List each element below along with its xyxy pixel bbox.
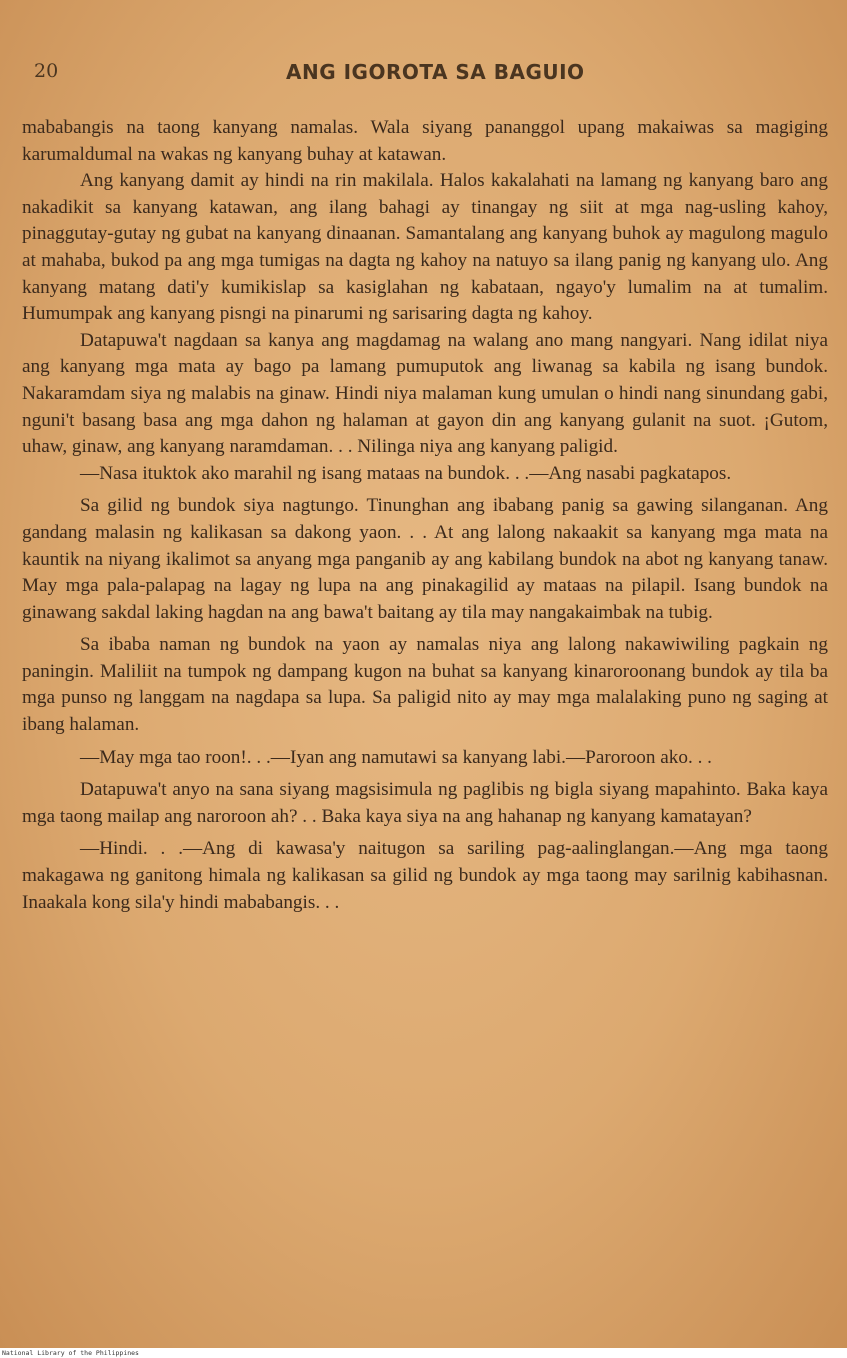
- page-header: [0, 60, 847, 92]
- body-text: [22, 115, 828, 916]
- paragraph: —Nasa ituktok ako marahil ng isang mataas na bundok. . .—Ang nasabi pagkatapos.: [80, 462, 732, 484]
- paragraph: mababangis na taong kanyang namalas. Wala siyang pananggol upang makaiwas sa magiging karumaldumal na wakas ng kanyang buhay at katawan.: [22, 117, 828, 165]
- paragraph: —Hindi. . .—Ang di kawasa'y naitugon sa sariling pag-aalinglangan.—Ang mga taong makagawa ng ganitong himala ng kalikasan sa gilid ng bundok ay mga taong may sarilnig kabihasnan. Inaakala kong sila'y hindi mababangis. . .: [22, 838, 828, 913]
- paragraph: Sa gilid ng bundok siya nagtungo. Tinunghan ang ibabang panig sa gawing silanganan. Ang gandang malasin ng kalikasan sa dakong yaon. . . At ang lalong nakaakit sa kanyang mga mata na kauntik na niyang ikalimot sa anyang mga panganib ay ang kabilang bundok na abot ng kanyang tanaw. May mga pala-palapag na lagay ng lupa na ang pinakagilid ay mataas na pilapil. Isang bundok na ginawang sakdal laking hagdan na ang bawa't baitang ay tila may nangakaimbak na tubig.: [22, 495, 828, 623]
- paragraph: Ang kanyang damit ay hindi na rin makilala. Halos kakalahati na lamang ng kanyang baro ang nakadikit sa kanyang katawan, ang ilang bahagi ay tinangay ng siit at mga nag-usling kahoy, pinaggutay-gutay ng gubat na kanyang dinaanan. Samantalang ang kanyang buhok ay magulong magulo at mahaba, bukod pa ang mga tumigas na dagta ng kahoy na natuyo sa ilang panig ng kanyang ulo. Ang kanyang matang dati'y kumikislap sa kasiglahan ng kabataan, ngayo'y lumalim na at tumalim. Humumpak ang kanyang pisngi na pinarumi ng sarisaring dagta ng kahoy.: [22, 170, 828, 325]
- library-credit: National Library of the Philippines: [2, 1349, 139, 1357]
- paragraph: Datapuwa't anyo na sana siyang magsisimula ng paglibis ng bigla siyang mapahinto. Baka kaya mga taong mailap ang naroroon ah? . . Baka kaya siya na ang hahanap ng kanyang kamatayan?: [22, 779, 828, 827]
- running-title: ANG IGOROTA SA BAGUIO: [286, 60, 585, 84]
- paragraph: —May mga tao roon!. . .—Iyan ang namutawi sa kanyang labi.—Paroroon ako. . .: [80, 746, 712, 768]
- paragraph: Datapuwa't nagdaan sa kanya ang magdamag na walang ano mang nangyari. Nang idilat niya ang kanyang mga mata ay bago pa lamang pumuputok ang liwanag sa kabila ng isang bundok. Nakaramdam siya ng malabis na ginaw. Hindi niya malaman kung umulan o hindi nang sinundang gabi, nguni't basang basa ang mga dahon ng halaman at gayon din ang kanyang gulanit na suot. ¡Gutom, uhaw, ginaw, ang kanyang naramdaman. . . Nilinga niya ang kanyang paligid.: [22, 329, 828, 458]
- paragraph: Sa ibaba naman ng bundok na yaon ay namalas niya ang lalong nakawiwiling pagkain ng paningin. Maliliit na tumpok ng dampang kugon na buhat sa kanyang kinaroroonang bundok ay tila ba mga punso ng langgam na nagdapa sa lupa. Sa paligid nito ay may mga malalaking puno ng saging at ibang halaman.: [22, 634, 828, 736]
- page-number: 20: [34, 60, 59, 82]
